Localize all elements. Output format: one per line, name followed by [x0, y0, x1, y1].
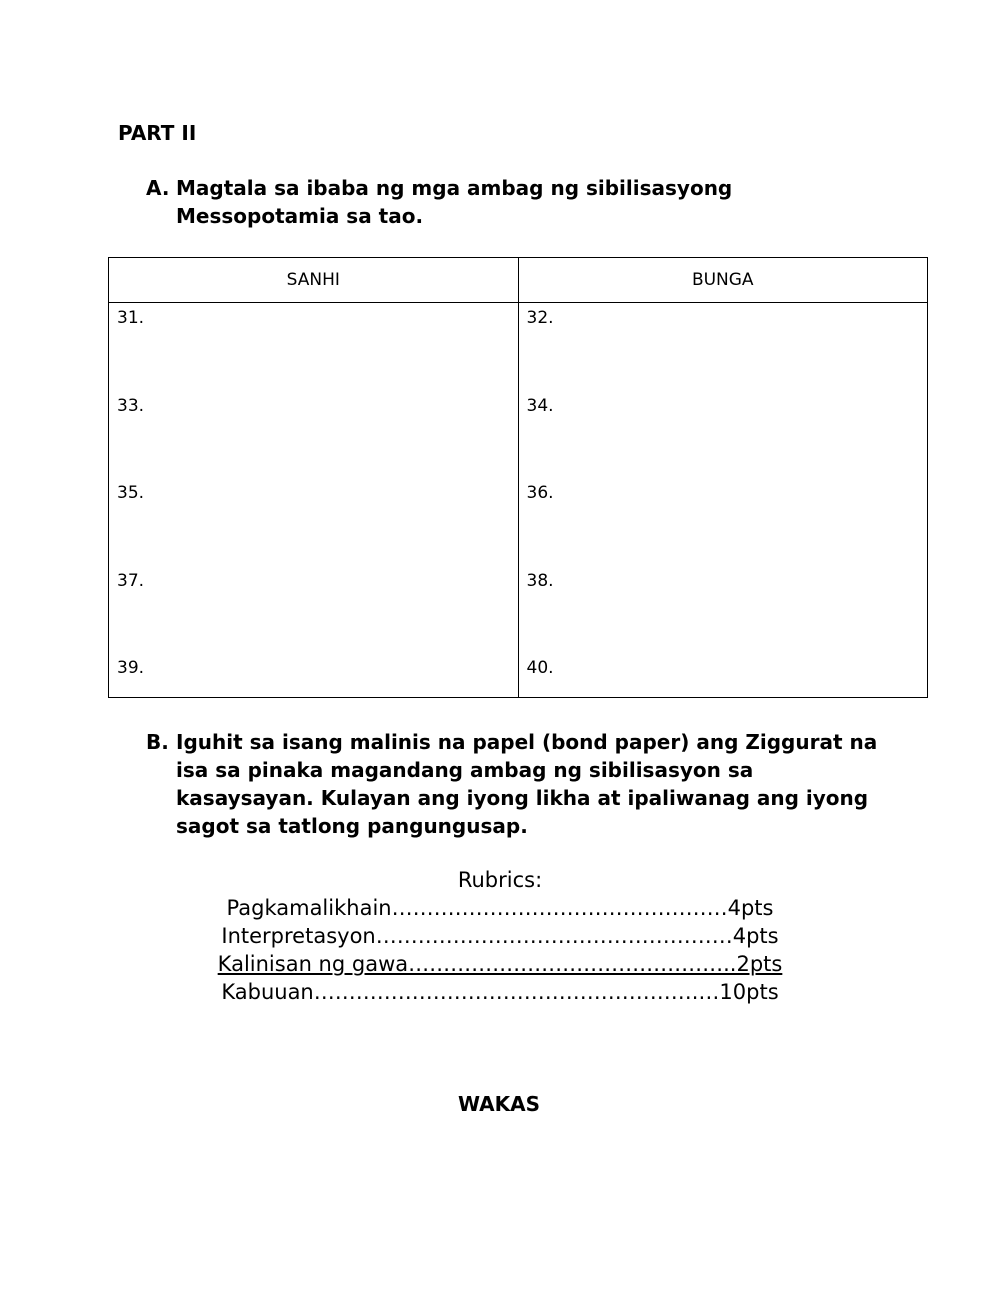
- section-a-instruction: [146, 174, 766, 230]
- rubrics: [0, 866, 1000, 1006]
- answer-item-33: 33.: [117, 395, 145, 416]
- rubric-row-kabuuan: Kabuuan……………………………………………….…10pts: [221, 980, 779, 1004]
- rubric-row-pagkamalikhain: Pagkamalikhain…………………………………………4pts: [226, 896, 774, 920]
- section-a-line: Magtala sa ibaba ng mga ambag ng sibilisasyong: [176, 176, 733, 200]
- sanhi-column: [109, 303, 519, 698]
- answer-item-34: 34.: [526, 395, 554, 416]
- section-b-line: isa sa pinaka magandang ambag ng sibilisasyon sa: [176, 758, 754, 782]
- ending-text: WAKAS: [457, 1092, 541, 1116]
- section-b-letter: B.: [146, 730, 169, 754]
- answer-item-37: 37.: [117, 570, 145, 591]
- rubric-row-kalinisan: Kalinisan ng gawa………………………………………..2pts: [217, 952, 783, 976]
- answer-item-36: 36.: [526, 483, 554, 503]
- table-body-row: [109, 303, 928, 698]
- section-b-line: kasaysayan. Kulayan ang iyong likha at ipaliwanag ang iyong: [176, 786, 869, 810]
- section-b-line: Iguhit sa isang malinis na papel (bond paper) ang Ziggurat na: [176, 730, 878, 754]
- section-a-letter: A.: [146, 176, 170, 200]
- header-sanhi: SANHI: [109, 258, 519, 303]
- answer-item-38: 38.: [526, 570, 554, 591]
- header-bunga: BUNGA: [518, 258, 928, 303]
- rubrics-title: Rubrics:: [457, 868, 543, 892]
- answer-item-32: 32.: [526, 308, 554, 328]
- section-b-line: sagot sa tatlong pangungusap.: [176, 814, 528, 838]
- part-title: PART II: [118, 121, 197, 145]
- table-header-row: [109, 258, 928, 303]
- answer-item-31: 31.: [117, 308, 145, 328]
- answer-table: [108, 257, 928, 698]
- section-b-instruction: [146, 728, 906, 840]
- answer-item-39: 39.: [117, 658, 145, 678]
- answer-item-35: 35.: [117, 483, 145, 503]
- bunga-column: [518, 303, 928, 698]
- answer-item-40: 40.: [526, 658, 554, 678]
- rubric-row-interpretasyon: Interpretasyon……………………………………………4pts: [221, 924, 779, 948]
- section-a-line: Messopotamia sa tao.: [176, 204, 424, 228]
